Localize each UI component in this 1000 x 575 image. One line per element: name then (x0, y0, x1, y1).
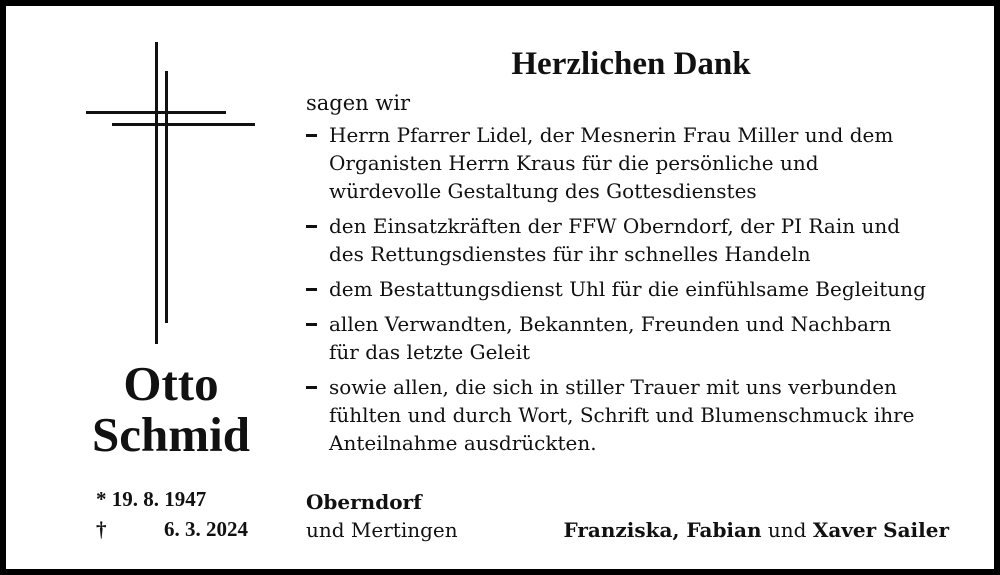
item-line: Anteilnahme ausdrückten. (329, 431, 597, 455)
dash-bullet (306, 225, 317, 228)
death-date: 6. 3. 2024 (164, 517, 248, 541)
item-line: Organisten Herrn Kraus für die persönliche und (329, 151, 819, 175)
list-item (306, 121, 976, 205)
dash-bullet (306, 323, 317, 326)
last-name: Schmid (92, 407, 250, 462)
birth-date-row (96, 484, 248, 514)
item-line: fühlten und durch Wort, Schrift und Blumenschmuck ihre (329, 403, 915, 427)
list-item (306, 310, 976, 366)
list-item (306, 212, 976, 268)
deceased-name (66, 358, 276, 460)
cross-icon (86, 42, 256, 344)
signer-separator: und (761, 518, 813, 542)
death-symbol: † (96, 517, 107, 541)
item-line: dem Bestattungsdienst Uhl für die einfühlsame Begleitung (329, 277, 926, 301)
thanks-list (306, 121, 976, 462)
intro-text: sagen wir (306, 91, 411, 115)
signers (564, 516, 949, 544)
signer-name: Franziska (563, 518, 673, 542)
list-item (306, 275, 976, 303)
signer-separator: , (672, 518, 687, 542)
list-item (306, 373, 976, 457)
item-line: Herrn Pfarrer Lidel, der Mesnerin Frau Miller und dem (329, 123, 894, 147)
location (306, 488, 458, 544)
signer-name: Fabian (686, 518, 762, 542)
signer-name: Xaver Sailer (812, 518, 949, 542)
item-line: sowie allen, die sich in stiller Trauer mit uns verbunden (329, 375, 897, 399)
location-primary: Oberndorf (306, 490, 422, 514)
item-line: des Rettungsdienstes für ihr schnelles Handeln (329, 242, 811, 266)
dash-bullet (306, 386, 317, 389)
life-dates (96, 484, 248, 544)
birth-date: * 19. 8. 1947 (96, 487, 207, 511)
location-secondary: und Mertingen (306, 518, 458, 542)
dash-bullet (306, 134, 317, 137)
item-line: den Einsatzkräften der FFW Oberndorf, der PI Rain und (329, 214, 901, 238)
item-line: allen Verwandten, Bekannten, Freunden und Nachbarn (329, 312, 892, 336)
item-line: würdevolle Gestaltung des Gottesdienstes (329, 179, 757, 203)
dash-bullet (306, 288, 317, 291)
item-line: für das letzte Geleit (329, 340, 531, 364)
death-date-row (96, 514, 248, 544)
first-name: Otto (123, 356, 219, 411)
page-title: Herzlichen Dank (511, 46, 751, 82)
